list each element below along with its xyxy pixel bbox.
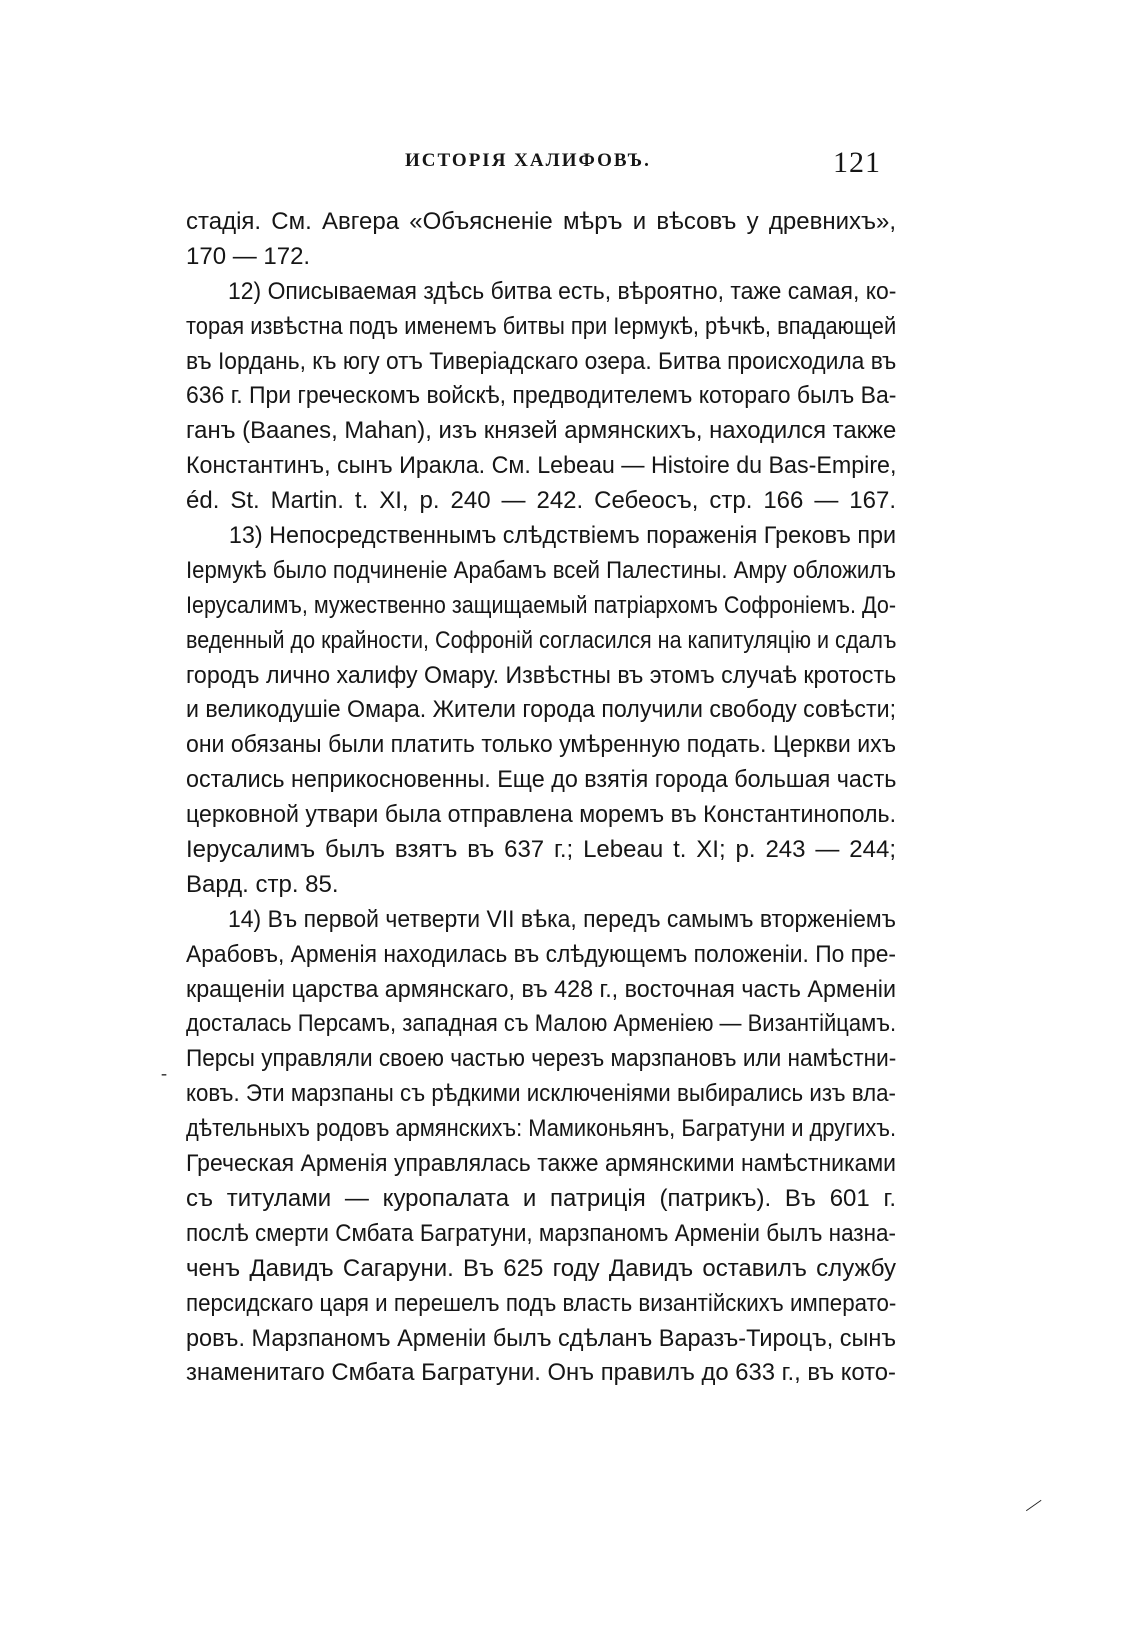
text-line: кращеніи царства армянскаго, въ 428 г., восточная часть Арменіи — [186, 975, 897, 1003]
text-line: Константинъ, сынъ Иракла. См. Lebeau — Histoire du Bas-Empire, — [186, 452, 897, 480]
text-line: ровъ. Марзпаномъ Арменіи былъ сдѣланъ Варазъ-Тироцъ, сынъ — [186, 1324, 897, 1352]
text-line: стадія. См. Авгера «Объясненіе мѣръ и вѣсовъ у древнихъ», — [186, 208, 896, 235]
text-line: досталась Персамъ, западная съ Малою Арменіею — Византійцамъ. — [186, 1010, 897, 1038]
page-number: 121 — [833, 146, 881, 179]
text-line: Греческая Арменія управлялась также армянскими намѣстниками — [186, 1150, 897, 1178]
text-line: церковной утвари была отправлена моремъ въ Константинополь. — [186, 801, 897, 829]
text-line: 12) Описываемая здѣсь битва есть, вѣроятно, таже самая, ко- — [228, 277, 897, 305]
text-line: 170 — 172. — [186, 242, 311, 270]
text-line: и великодушіе Омара. Жители города получили свободу совѣсти; — [186, 696, 897, 724]
body-text — [186, 205, 896, 1391]
text-line: дѣтельныхъ родовъ армянскихъ: Мамиконьянъ, Багратуни и другихъ. — [186, 1115, 897, 1143]
text-line: 13) Непосредственнымъ слѣдствіемъ пораженія Грековъ при — [228, 522, 897, 550]
text-line: городъ лично халифу Омару. Извѣстны въ этомъ случаѣ кротость — [186, 661, 897, 689]
text-line: послѣ смерти Смбата Багратуни, марзпаномъ Арменіи былъ назна- — [186, 1219, 896, 1247]
text-line: знаменитаго Смбата Багратуни. Онъ правилъ до 633 г., въ кото- — [186, 1359, 896, 1387]
text-line: Іермукѣ было подчиненіе Арабамъ всей Палестины. Амру обложилъ — [186, 556, 897, 584]
text-lines — [186, 205, 896, 1391]
text-line: ковъ. Эти марзпаны съ рѣдкими исключеніями выбирались изъ вла- — [186, 1080, 896, 1108]
margin-stroke: — — [1019, 1490, 1046, 1518]
text-line: ченъ Давидъ Сагаруни. Въ 625 году Давидъ оставилъ службу — [186, 1254, 896, 1282]
text-line: ганъ (Baanes, Mahan), изъ князей армянскихъ, находился также — [186, 417, 897, 445]
text-line: Іерусалимъ былъ взятъ въ 637 г.; Lebeau t. XI; p. 243 — 244; — [186, 836, 896, 864]
text-line: Арабовъ, Арменія находилась въ слѣдующемъ положеніи. По пре- — [186, 940, 897, 968]
text-line: Вард. стр. 85. — [186, 870, 339, 898]
text-line: въ Іордань, къ югу отъ Тиверіадскаго озера. Битва происходила въ — [186, 347, 897, 375]
text-line: торая извѣстна подъ именемъ битвы при Іермукѣ, рѣчкѣ, впадающей — [186, 312, 897, 340]
text-line: éd. St. Martin. t. XI, p. 240 — 242. Себеосъ, стр. 166 — 167. — [186, 487, 896, 515]
text-line: веденный до крайности, Софроній согласился на капитуляцію и сдалъ — [186, 626, 897, 654]
running-title: ИСТОРІЯ ХАЛИФОВЪ. — [405, 150, 651, 171]
text-line: Персы управляли своею частью черезъ марзпановъ или намѣстни- — [186, 1045, 897, 1073]
text-line: Іерусалимъ, мужественно защищаемый патріархомъ Софроніемъ. До- — [186, 591, 897, 619]
text-line: остались неприкосновенны. Еще до взятія города большая часть — [186, 766, 897, 794]
text-line: съ титулами — куропалата и патриція (патрикъ). Въ 601 г. — [186, 1184, 896, 1212]
margin-mark: ‑ — [161, 1063, 167, 1083]
text-line: 14) Въ первой четверти VII вѣка, передъ самымъ вторженіемъ — [228, 905, 897, 933]
text-line: 636 г. При греческомъ войскѣ, предводителемъ котораго былъ Ва- — [186, 382, 897, 410]
text-line: персидскаго царя и перешелъ подъ власть византійскихъ императо- — [186, 1289, 897, 1317]
text-line: они обязаны были платить только умѣренную подать. Церкви ихъ — [186, 731, 897, 759]
